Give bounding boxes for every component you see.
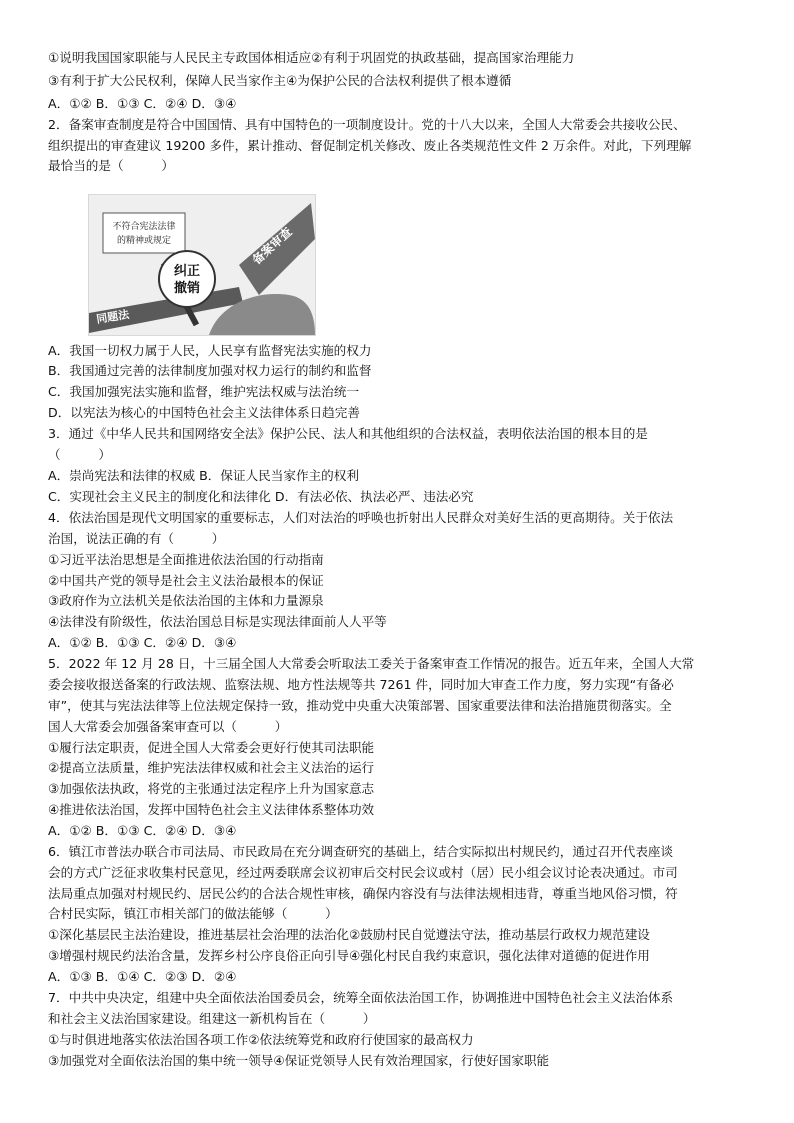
text-line-14: C．实现社会主义民主的制度化和法律化 D．有法必依、执法必严、违法必究 <box>48 489 474 504</box>
text-line-22: 5．2022 年 12 月 28 日，十三届全国人大常委会听取法工委关于备案审查工作情况的报告。近五年来，全国人大常 <box>48 656 695 671</box>
text-line-20: ④法律没有阶级性，依法治国总目标是实现法律面前人人平等 <box>48 614 387 629</box>
text-line-1: ①说明我国国家职能与人民民主专政国体相适应②有利于巩固党的执政基础，提高国家治理能力 <box>48 50 575 65</box>
text-line-21: A．①② B．①③ C．②④ D．③④ <box>48 635 237 650</box>
text-line-29: ④推进依法治国，发挥中国特色社会主义法律体系整体功效 <box>48 802 375 817</box>
text-line-7: A．我国一切权力属于人民，人民享有监督宪法实施的权力 <box>48 343 372 358</box>
text-line-38: 7．中共中央决定，组建中央全面依法治国委员会，统筹全面依法治国工作，协调推进中国特色社会主义法治体系 <box>48 990 674 1005</box>
text-line-34: 合村民实际，镇江市相关部门的做法能够（ ） <box>48 906 338 921</box>
figure-box-text-1: 不符合宪法法律 <box>112 222 176 232</box>
text-line-32: 会的方式广泛征求收集村民意见，经过两委联席会议初审后交村民会议或村（居）民小组会议讨论表决通过。市司 <box>48 865 678 880</box>
illustration-figure <box>88 194 316 336</box>
text-line-28: ③加强依法执政，将党的主张通过法定程序上升为国家意志 <box>48 781 375 796</box>
text-line-15: 4．依法治国是现代文明国家的重要标志，人们对法治的呼唤也折射出人民群众对美好生活的更高期待。关于依法 <box>48 510 674 525</box>
text-line-6: 最恰当的是（ ） <box>48 158 174 173</box>
text-line-5: 组织提出的审查建议 19200 多件，累计推动、督促制定机关修改、废止各类规范性文件 2 万余件。对此，下列理解 <box>48 138 692 153</box>
text-line-40: ①与时俱进地落实依法治国各项工作②依法统筹党和政府行使国家的最高权力 <box>48 1032 474 1047</box>
figure-stamp-text-1: 纠正 <box>173 264 201 279</box>
text-line-33: 法局重点加强对村规民约、居民公约的合法合规性审核，确保内容没有与法律法规相违背，尊重当地风俗习惯，符 <box>48 886 678 901</box>
text-line-19: ③政府作为立法机关是依法治国的主体和力量源泉 <box>48 593 324 608</box>
text-line-35: ①深化基层民主法治建设，推进基层社会治理的法治化②鼓励村民自觉遵法守法，推动基层行政权力规范建设 <box>48 927 650 942</box>
text-line-18: ②中国共产党的领导是社会主义法治最根本的保证 <box>48 573 324 588</box>
text-line-26: ①履行法定职责，促进全国人大常委会更好行使其司法职能 <box>48 740 375 755</box>
text-line-30: A．①② B．①③ C．②④ D．③④ <box>48 823 237 838</box>
text-line-10: D．以宪法为核心的中国特色社会主义法律体系日趋完善 <box>48 405 360 420</box>
text-line-25: 国人大常委会加强备案审查可以（ ） <box>48 719 288 734</box>
text-line-36: ③增强村规民约法治含量，发挥乡村公序良俗正向引导④强化村民自我约束意识，强化法律对道德的促进作用 <box>48 948 650 963</box>
text-line-12: （ ） <box>48 447 111 462</box>
text-line-39: 和社会主义法治国家建设。组建这一新机构旨在（ ） <box>48 1011 376 1026</box>
text-line-27: ②提高立法质量，维护宪法法律权威和社会主义法治的运行 <box>48 760 375 775</box>
figure-box-text-2: 的精神或规定 <box>116 236 172 246</box>
text-line-13: A．崇尚宪法和法律的权威 B．保证人民当家作主的权利 <box>48 468 359 483</box>
figure-stamp-text-2: 撤销 <box>173 281 201 296</box>
text-line-9: C．我国加强宪法实施和监督，维护宪法权威与法治统一 <box>48 384 360 399</box>
figure-ribbon-left-text: 同题法 <box>95 307 131 326</box>
text-line-3: A．①② B．①③ C．②④ D．③④ <box>48 96 237 111</box>
text-line-17: ①习近平法治思想是全面推进依法治国的行动指南 <box>48 552 324 567</box>
text-line-2: ③有利于扩大公民权利，保障人民当家作主④为保护公民的合法权利提供了根本遵循 <box>48 73 512 88</box>
text-line-41: ③加强党对全面依法治国的集中统一领导④保证党领导人民有效治理国家，行使好国家职能 <box>48 1053 550 1068</box>
text-line-11: 3．通过《中华人民共和国网络安全法》保护公民、法人和其他组织的合法权益，表明依法治国的根本目的是 <box>48 426 648 441</box>
figure-ribbon-right-text: 备案审查 <box>249 224 295 268</box>
text-line-37: A．①③ B．①④ C．②③ D．②④ <box>48 969 237 984</box>
text-line-31: 6．镇江市普法办联合市司法局、市民政局在充分调查研究的基础上，结合实际拟出村规民约，通过召开代表座谈 <box>48 844 674 859</box>
text-line-16: 治国，说法正确的有（ ） <box>48 531 225 546</box>
text-line-4: 2．备案审查制度是符合中国国情、具有中国特色的一项制度设计。党的十八大以来，全国人大常委会共接收公民、 <box>48 117 686 132</box>
text-line-23: 委会接收报送备案的行政法规、监察法规、地方性法规等共 7261 件，同时加大审查工作力度，努力实现“有备必 <box>48 677 674 692</box>
text-line-8: B．我国通过完善的法律制度加强对权力运行的制约和监督 <box>48 363 372 378</box>
text-line-24: 审”，使其与宪法法律等上位法规定保持一致，推动党中央重大决策部署、国家重要法律和法治措施贯彻落实。全 <box>48 698 672 713</box>
